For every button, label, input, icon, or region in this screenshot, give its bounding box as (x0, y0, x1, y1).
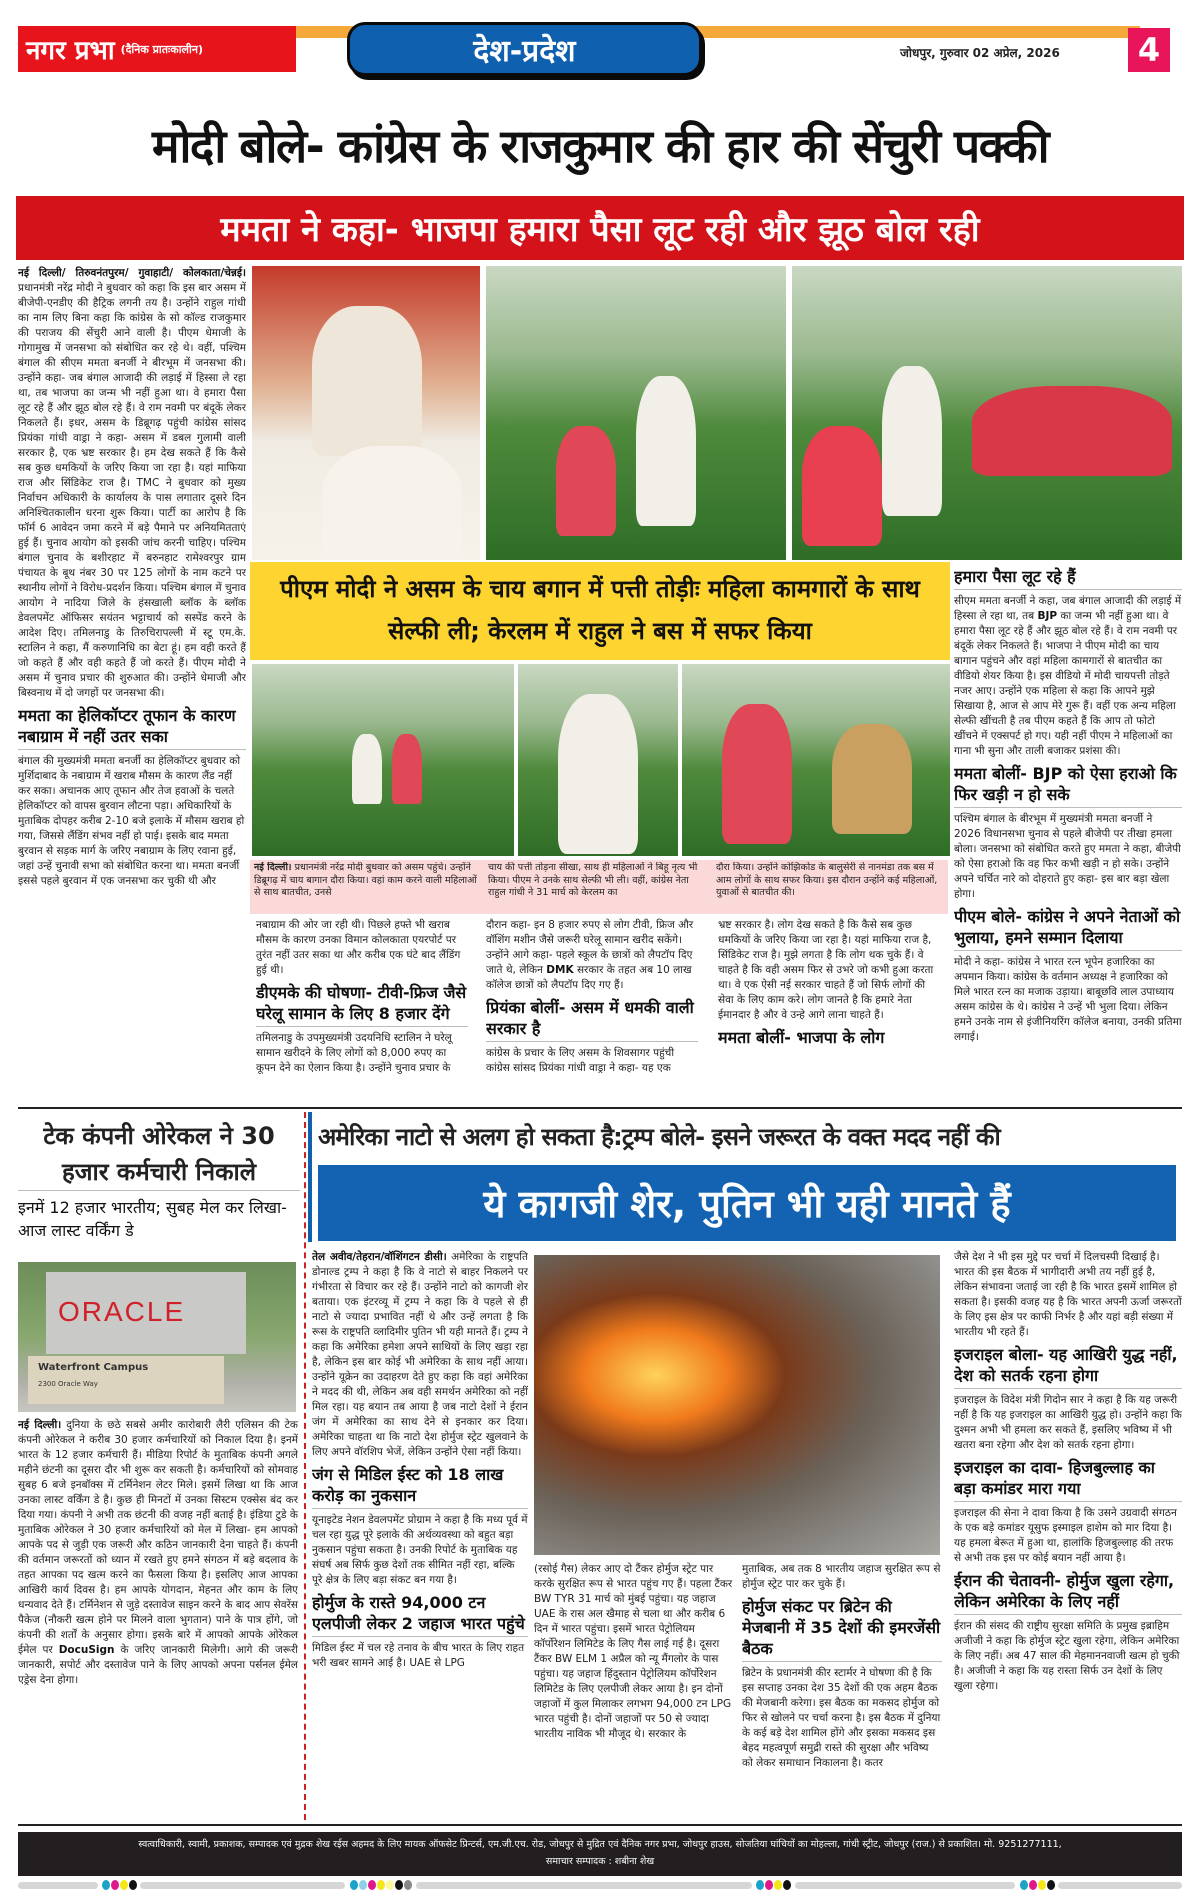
right-body-1-bold: BJP (1037, 610, 1058, 622)
lead-subheadline-band (16, 196, 1184, 260)
dmk-continued-text-2: सरकार के तहत अब 10 लाख कॉलेज छात्रों को लैपटॉप दिए गए हैं। (486, 964, 692, 991)
tea-garden-caption (250, 860, 948, 914)
page-number: 4 (1128, 28, 1170, 72)
priyanka-story (486, 918, 698, 1102)
tea-garden-headline-band (250, 562, 950, 660)
photo-tea-garden-1 (486, 266, 786, 560)
right-heading-2: ममता बोलीं- BJP को ऐसा हराओ कि फिर खड़ी न हो सके (954, 763, 1182, 808)
lead-story-text: प्रधानमंत्री नरेंद्र मोदी ने बुधवार को कहा कि इस बार असम में बीजेपी-एनडीए की हैट्रिक लगनी तय है। उन्होंने राहुल गांधी का नाम लिए बिना कहा कि कांग्रेस के सो कॉल्ड राजकुमार की पराजय की सेंचुरी आने वाली है। पीएम धेमाजी के गोगामुख में जनसभा को संबोधित कर रहे थे। वहीं, पश्चिम बंगाल की सीएम ममता बनर्जी ने बीरभूम में जनसभा की। उन्होंने कहा- जब बंगाल आजादी की लड़ाई में हिस्सा ले रहा था, तब भाजपा का जन्म भी नहीं हुआ था। वे हमारा पैसा लूट रहे हैं और झूठ बोल रहे हैं। वे राम नवमी पर बंदूकें लेकर निकलते हैं। इधर, असम के डिब्रूगढ़ पहुंची कांग्रेस सांसद प्रियंका गांधी वाड्रा ने कहा- असम में डबल गुलामी वाली सरकार है, एक भ्रष्ट सरकार है। हम देख सकते हैं कि कैसे सब कुछ धमकियों के जरिए किया जा रहा है। यहां माफिया राज और सिंडिकेट राज है। TMC ने बुधवार को मुख्य निर्वाचन अधिकारी के कार्यालय के पास लगातार दूसरे दिन अनिश्चितकालीन धरना शुरू किया। पार्टी का आरोप है कि फॉर्म 6 आवेदन जमा करने में बड़े पैमाने पर अनियमितताएं हुई हैं। चुनाव आयोग को इसकी जांच करनी चाहिए। पश्चिम बंगाल चुनाव के बशीरहाट में बरुनहाट रामेश्वरपुर ग्राम पंचायत के बूथ नंबर 30 पर 125 लोगों के नाम कटने पर स्थानीय लोगों ने विरोध-प्रदर्शन किया। पश्चिम बंगाल में चुनाव आयोग ने नादिया जिले के हंसखाली ब्लॉक के ब्लॉक डेवलपमेंट ऑफिसर सयंतन भट्टाचार्य को सस्पेंड करने के आदेश दिए। तमिलनाडु के तिरुचिरापल्ली में स्टू एम.के. स्टालिन ने कहा, मैं करुणानिधि का बेटा हूं। हम वही करते हैं जो कहते हैं और वही कहते हैं जो करते हैं। पीएम मोदी ने असम में चुनाव प्रचार की शुरुआत की। उन्होंने धेमाजी और बिस्वनाथ में दो जगहों पर जनसभा की। (18, 282, 246, 699)
lead-story-dateline: नई दिल्ली/ तिरुवनंतपुरम/ गुवाहाटी/ कोलकाता/चेन्नई। (18, 267, 246, 279)
israel-body-1: इजराइल के विदेश मंत्री गिदोन सार ने कहा है कि यह जरूरी नहीं है कि यह इजराइल का आखिरी युद्ध हो। उन्होंने कहा कि दुश्मन अभी भी हमला कर सकते हैं, इसलिए भविष्य में भी खतरा बना रहेगा और देश को सतर्क रहना होगा। (954, 1394, 1182, 1451)
registration-dot (368, 1880, 376, 1890)
trump-subheadline: ये कागजी शेर, पुतिन भी यही मानते हैं (483, 1182, 1011, 1226)
oracle-dateline: नई दिल्ली। (18, 1419, 62, 1431)
britain-body: ब्रिटेन के प्रधानमंत्री कीर स्टार्मर ने घोषणा की है कि इस सप्ताह उनका देश 35 देशों की एक अहम बैठक की मेजबानी करेगा। इस बैठक का मकसद होर्मुज को फिर से खोलने पर चर्चा करना है। इस बैठक में दुनिया के कई बड़े देश शामिल होंगे और इसका मकसद इस बेहद महत्वपूर्ण समुद्री रास्ते की सुरक्षा और भविष्य को लेकर समाधान निकालना है। कतर (742, 1667, 941, 1769)
photo-oracle-sign (18, 1262, 296, 1412)
caption-col-1 (254, 862, 479, 914)
lead-story-body (18, 266, 246, 701)
trump-story (312, 1250, 528, 1820)
right-body-3: मोदी ने कहा- कांग्रेस ने भारत रत्न भूपेन हजारिका का अपमान किया। कांग्रेस के वर्तमान अध्यक्ष ने हजारिका को मिले भारत रत्न का मजाक उड़ाया। बाबूछवि लाल उपाध्याय असम कांग्रेस के थे। कांग्रेस ने उन्हें भी भुला दिया। लेकिन हमने उनके नाम से इंजीनियरिंग कॉलेज बनाया, उनकी प्रतिमा लगाई। (954, 956, 1182, 1043)
registration-bar (140, 1882, 345, 1889)
priyanka-continued: भ्रष्ट सरकार है। लोग देख सकते है कि कैसे सब कुछ धमकियों के जरिए किया जा रहा है। यहां माफिया राज है, सिंडिकेट राज है। मुझे लगता है कि लोग थक चुके हैं। वे चाहते है कि वही असम फिर से उभरे जो कभी हुआ करता था। वे एक ऐसी नई सरकार चाहते हैं जो सिर्फ लोगों की सेवा के लिए काम करे। लोग जानते है कि हमारे नेता ईमानदार है और वे उन्हे आगे लाना चाहते हैं। (718, 919, 934, 1021)
trump-body-text: अमेरिका के राष्ट्रपति डोनाल्ड ट्रम्प ने कहा है कि वे नाटो से बाहर निकलने पर गंभीरता से विचार कर रहे हैं। उन्होंने नाटो को कागजी शेर बताया। एक इंटरव्यू में ट्रम्प ने कहा कि वे पहले से ही नाटो से ज्यादा प्रभावित नहीं थे और उन्हें लगता है कि रूस के राष्ट्रपति व्लादिमीर पुतिन भी यही मानते हैं। ट्रम्प ने कहा कि अमेरिका हमेशा अपने साथियों के लिए खड़ा रहा है, लेकिन इस बार कोई भी अमेरिका के साथ नहीं आया। उन्होंने यूक्रेन का उदाहरण देते हुए कहा कि वहां अमेरिका ने मदद की थी, लेकिन अब वही समर्थन अमेरिका को नहीं मिल रहा। यह बयान तब आया है जब नाटो देशों ने ईरान जंग में अमेरिका का साथ देने से इनकार कर दिया। अमेरिका चाहता था कि नाटो देश होर्मुज स्ट्रेट खुलवाने के लिए अपने वॉरशिप भेजें, लेकिन उन्होंने ऐसा नहीं किया। (312, 1251, 528, 1458)
lead-headline: मोदी बोले- कांग्रेस के राजकुमार की हार की सेंचुरी पक्की (152, 119, 1048, 173)
registration-bar (416, 1882, 752, 1889)
footer-imprint-box (18, 1832, 1182, 1876)
helicopter-story (18, 705, 246, 889)
dmk-bold: DMK (546, 964, 574, 976)
israel-body-2: इजराइल की सेना ने दावा किया है कि उसने उग्रवादी संगठन के एक बड़े कमांडर यूसुफ इस्माइल हाशेम को मार दिया है। यह हमला बेरूत में हुआ था, हालांकि हिजबुल्लाह की तरफ से अभी तक इस पर कोई बयान नहीं आया है। (954, 1507, 1177, 1564)
priyanka-heading: प्रियंका बोलीं- असम में धमकी वाली सरकार है (486, 997, 698, 1042)
brand-name: नगर प्रभा (26, 36, 115, 66)
registration-dot (350, 1880, 358, 1890)
footer-editor: समाचार सम्पादक : शबीना शेख (545, 1856, 655, 1867)
right-heading-3: पीएम बोले- कांग्रेस ने अपने नेताओं को भुलाया, हमने सम्मान दिलाया (954, 906, 1182, 951)
registration-dot (102, 1880, 110, 1890)
right-heading-1: हमारा पैसा लूट रहे हैं (954, 566, 1182, 590)
israel-heading-2: इजराइल का दावा- हिजबुल्लाह का बड़ा कमांडर मारा गया (954, 1457, 1182, 1502)
caption-dateline: नई दिल्ली। (254, 862, 292, 873)
registration-dot (1020, 1880, 1028, 1890)
registration-dot (1029, 1880, 1037, 1890)
oracle-body-text: दुनिया के छठे सबसे अमीर कारोबारी लैरी एलिसन की टेक कंपनी ओरेकल ने करीब 30 हजार कर्मचारियों को निकाल दिया है। इनमें भारत के 12 हजार कर्मचारी हैं। मीडिया रिपोर्ट के मुताबिक कंपनी अगले महीने छंटनी का दूसरा दौर भी शुरू कर सकती है। कर्मचारियों को सोमवाह सुबह 6 बजे इनबॉक्स में टर्मिनेशन लेटर मिले। इसमें लिखा था कि आज उनका लास्ट वर्किंग डे है। कुछ ही मिनटों में उनका सिस्टम एक्सेस बंद कर दिया गया। कंपनी ने अभी तक छंटनी की वजह नहीं बताई है। इंडिया टुडे के मुताबिक ओरेकल ने 30 हजार कर्मचारियों को मेल में लिखा- हम आपको आपके पद से जुड़ी एक जरूरी और कठिन जानकारी देना चाहते हैं। कंपनी की वर्तमान जरूरतों को ध्यान में रखते हुए हमने संगठन में बड़े बदलाव के तहत आपका पद खत्म करने का फैसला किया है। इसलिए आज आपका आखिरी कार्य दिवस है। हम आपके योगदान, मेहनत और काम के लिए धन्यवाद देते हैं। टर्मिनेशन से जुड़े दस्तावेज साइन करने के बाद आप सेवरेंस पैकेज (नौकरी खत्म होने पर मिलने वाला भुगतान) पाने के पात्र होंगे, जो कंपनी की शर्तों के अनुसार होगा। इसके बारे में आपको आपके ओरेकल ईमेल पर (18, 1419, 298, 1656)
mideast-heading: जंग से मिडिल ईस्ट को 18 लाख करोड़ का नुकसान (312, 1464, 528, 1509)
section-divider (18, 1107, 1182, 1109)
oracle-plaque-sub: 2300 Oracle Way (38, 1380, 98, 1388)
registration-dot (1038, 1880, 1046, 1890)
photo-tea-garden-walk (252, 664, 514, 856)
dmk-heading: डीएमके की घोषणा- टीवी-फ्रिज जैसे घरेलू सामान के लिए 8 हजार देंगे (256, 982, 468, 1027)
footer-imprint: स्वत्वाधिकारी, स्वामी, प्रकाशक, सम्पादक एवं मुद्रक शेख रईस अहमद के लिए मायक ऑफसेट प्रिन्टर्स, एम.जी.एच. रोड, जोधपुर से मुद्रित एवं दैनिक नगर प्रभा, जोधपुर हाउस, सोजतिया घांचियों का मोहल्ला, गांधी स्ट्रीट, जोधपुर (राज.) से प्रकाशित। मो. 9251277111, (138, 1839, 1062, 1850)
photo-modi-rally (252, 266, 480, 560)
brand-subtitle: (दैनिक प्रातःकालीन) (120, 42, 203, 56)
oracle-body-text-2: के जरिए जानकारी मिलेगी। आगे की जरूरी जानकारी, सपोर्ट और दस्तावेज पाने के लिए आपको अपना पर्सनल ईमेल एड्रेस देना होगा। (18, 1644, 298, 1686)
right-body-1-text-2: का जन्म भी नहीं हुआ था। वे हमारा पैसा लूट रहे हैं और झूठ बोल रहे हैं। वे राम नवमी पर बंदूकें लेकर निकलते हैं। भाजपा ने पीएम मोदी का चाय बागान पहुंचने और वहां महिला कामगारों से बातचीत का वीडियो शेयर किया है। इस वीडियो में मोदी चायपत्ती तोड़ते नजर आए। उन्होंने एक महिला से कहा कि आपने मुझे सिखाया है, आज से आप मेरे गुरू हैं। वहीं एक अन्य महिला सेल्फी खींचती है तब पीएम कहते हैं कि आप तो फोटो खींचने में एक्सपर्ट हो गए। यही नहीं पीएम ने महिलाओं का गाना भी सुना और ताली बजाकर प्रशंसा की। (954, 610, 1178, 757)
registration-dot (377, 1880, 385, 1890)
oracle-headline: टेक कंपनी ओरेकल ने 30 हजार कर्मचारी निकाले (18, 1118, 300, 1191)
photo-tea-garden-selfie (792, 266, 1182, 560)
registration-dot (756, 1880, 764, 1890)
iran-body: ईरान की संसद की राष्ट्रीय सुरक्षा समिति के प्रमुख इब्राहिम अजीजी ने कहा कि होर्मुज स्ट्रेट खुला रहेगा, लेकिन अमेरिका के लिए नहीं। अब 47 साल की मेहमाननवाजी खत्म हो चुकी है। अजीजी ने कहा कि यह रास्ता सिर्फ उन देशों के लिए खुला रहेगा। (954, 1620, 1180, 1692)
lpg-heading: होर्मुज के रास्ते 94,000 टन एलपीजी लेकर 2 जहाज भारत पहुंचे (312, 1592, 528, 1637)
registration-dot (120, 1880, 128, 1890)
trump-headline: अमेरिका नाटो से अलग हो सकता है:ट्रम्प बोले- इसने जरूरत के वक्त मदद नहीं की (318, 1123, 1000, 1151)
photo-explosion (534, 1255, 940, 1555)
registration-dot (129, 1880, 137, 1890)
registration-bar (795, 1882, 1015, 1889)
mideast-body: यूनाइटेड नेशन डेवलपमेंट प्रोग्राम ने कहा है कि मध्य पूर्व में चल रहा युद्ध पूरे इलाके की अर्थव्यवस्था को बहुत बड़ा नुकसान पहुंचा सकता है। उनकी रिपोर्ट के मुताबिक यह संघर्ष अब सिर्फ कुछ देशों तक सीमित नहीं रहा, बल्कि पूरे क्षेत्र के लिए बड़ा संकट बन गया है। (312, 1514, 528, 1586)
caption-col-2: चाय की पत्ती तोड़ना सीखा, साथ ही महिलाओं ने बिहू नृत्य भी किया। पीएम ने उनके साथ सेल्फी भी ली। वहीं, कांग्रेस नेता राहुल गांधी ने 31 मार्च को केरलम का (488, 862, 698, 898)
oracle-sign-logo: ORACLE (58, 1296, 186, 1327)
newspaper-logo (18, 26, 296, 72)
dmk-body: तमिलनाडु के उपमुख्यमंत्री उदयनिधि स्टालिन ने घरेलू सामान खरीदने के लिए लोगों को 8,000 रुपए का कूपन देने का ऐलान किया है। उन्होंने चुनाव प्रचार के (256, 1032, 452, 1074)
lpg-continued-2: मुताबिक, अब तक 8 भारतीय जहाज सुरक्षित रूप से होर्मुज स्ट्रेट पार कर चुके हैं। (742, 1563, 941, 1590)
footer-divider (18, 1824, 1182, 1826)
iran-heading: ईरान की चेतावनी- होर्मुज खुला रहेगा, लेकिन अमेरिका के लिए नहीं (954, 1570, 1182, 1615)
oracle-subheadline: इनमें 12 हजार भारतीय; सुबह मेल कर लिखा- आज लास्ट वर्किंग डे (18, 1198, 287, 1240)
section-label: देश-प्रदेश (347, 22, 702, 76)
registration-dot (774, 1880, 782, 1890)
masthead (0, 0, 1200, 80)
right-body-1-text: सीएम ममता बनर्जी ने कहा, जब बंगाल आजादी की लड़ाई में हिस्सा ले रहा था, तब (954, 595, 1182, 622)
registration-dot (386, 1880, 394, 1890)
helicopter-heading: ममता का हेलिकॉप्टर तूफान के कारण नबाग्राम में नहीं उतर सका (18, 705, 246, 750)
britain-heading: होर्मुज संकट पर ब्रिटेन की मेजबानी में 35 देशों की इमरजेंसी बैठक (742, 1596, 942, 1662)
oracle-body (18, 1418, 298, 1818)
caption-text-1: प्रधानमंत्री नरेंद्र मोदी बुधवार को असम पहुंचे। उन्होंने डिब्रूगढ़ में चाय बागान दौरा किया। वहां काम करने वाली महिलाओं से साथ बातचीत, उनसे (254, 862, 477, 898)
registration-dot (359, 1880, 367, 1890)
column-divider (304, 1112, 306, 1820)
tea-garden-headline: पीएम मोदी ने असम के चाय बगान में पत्ती तोड़ीः महिला कामगारों के साथ सेल्फी ली; केरलम में राहुल ने बस में सफर किया (280, 575, 920, 645)
right-column (954, 562, 1182, 1102)
registration-dot (111, 1880, 119, 1890)
priyanka-continued-col (718, 918, 944, 1102)
dmk-continued (486, 918, 698, 993)
helicopter-body: बंगाल की मुख्यमंत्री ममता बनर्जी का हेलिकॉप्टर बुधवार को मुर्शिदाबाद के नबाग्राम में खराब मौसम के कारण लैंड नहीं कर सका। अचानक आए तूफान और तेज हवाओं के चलते हेलिकॉप्टर को वापस बुरवान लौटना पड़ा। अधिकारियों के मुताबिक दोपहर करीब 2-10 बजे इलाके में मौसम खराब हो गया, जिससे लैंडिंग संभव नहीं हो पाई। इसके बाद ममता बुरवान से सड़क मार्ग के जरिए नबाग्राम के लिए रवाना हुई, जहां उन्हें चुनावी सभा को संबोधित करना था। ममता बनर्जी इससे पहले बुरवान में एक जनसभा कर चुकी थी और (18, 755, 245, 887)
trump-accent-bar (308, 1112, 312, 1242)
left-column (18, 266, 246, 1102)
mamata-bjp-heading: ममता बोलीं- भाजपा के लोग (718, 1028, 885, 1047)
issue-dateline: जोधपुर, गुरुवार 02 अप्रेल, 2026 (900, 46, 1060, 60)
right-body-2: पश्चिम बंगाल के बीरभूम में मुख्यमंत्री ममता बनर्जी ने 2026 विधानसभा चुनाव से पहले बीजेपी पर तीखा हमला बोला। जनसभा को संबोधित करते हुए ममता ने कहा, बीजेपी को ऐसा हराओ कि वह फिर कभी खड़ी न हो सके। उन्होंने अपने चर्चित नारे को दोहराते हुए कहा- इस बार बड़ा खेला होगा। (954, 813, 1181, 900)
registration-dot (395, 1880, 403, 1890)
photo-tea-workers (682, 664, 950, 856)
caption-col-3: दौरा किया। उन्होंने कोझिकोड के बालुसेरी से नानमंडा तक बस में आम लोगों के साथ सफर किया। इस दौरान उन्होंने कई महिलाओं, युवाओं से बातचीत की। (716, 862, 938, 898)
registration-bar (1058, 1882, 1182, 1889)
israel-heading-1: इजराइल बोला- यह आखिरी युद्ध नहीं, देश को सतर्क रहना होगा (954, 1344, 1182, 1389)
britain-story (742, 1562, 942, 1820)
photo-tea-plucking (518, 664, 678, 856)
registration-dot (404, 1880, 412, 1890)
dmk-continued-text: दौरान कहा- इन 8 हजार रुपए से लोग टीवी, फ्रिज और वॉशिंग मशीन जैसे जरूरी घरेलू सामान खरीद सकेंगे। उन्होंने आगे कहा- पहले स्कूल के छात्रों को लैपटॉप दिए जाते थे, लेकिन (486, 919, 694, 976)
registration-dot (1047, 1880, 1055, 1890)
registration-dot (765, 1880, 773, 1890)
registration-bar (18, 1882, 98, 1889)
right-lower-column (954, 1250, 1182, 1820)
britain-continued: जैसे देश ने भी इस मुद्दे पर चर्चा में दिलचस्पी दिखाई है। भारत की इस बैठक में भागीदारी अभी तय नहीं हुई है, लेकिन संभावना जताई जा रही है कि भारत इसमें शामिल हो सकता है। इसकी वजह यह है कि भारत अपनी ऊर्जा जरूरतों के लिए इस क्षेत्र पर काफी निर्भर है और यहां बड़ी संख्या में भारतीय भी रहते हैं। (954, 1251, 1182, 1338)
helicopter-continued: नबाग्राम की ओर जा रही थी। पिछले हफ्ते भी खराब मौसम के कारण उनका विमान कोलकाता एयरपोर्ट पर तुरंत नहीं उतर सका था और करीब एक घंटे बाद लैंडिंग हुई थी। (256, 919, 461, 976)
oracle-docusign: DocuSign (58, 1644, 115, 1656)
lpg-body: मिडिल ईस्ट में चल रहे तनाव के बीच भारत के लिए राहत भरी खबर सामने आई है। UAE से LPG (312, 1642, 525, 1669)
priyanka-body: कांग्रेस के प्रचार के लिए असम के शिवसागर पहुंची कांग्रेस सांसद प्रियंका गांधी वाड्रा ने कहा- यह एक (486, 1047, 675, 1074)
registration-dot (783, 1880, 791, 1890)
trump-body (312, 1250, 528, 1460)
lpg-continued: (रसोई गैस) लेकर आए दो टैंकर होर्मुज स्ट्रेट पार करके सुरक्षित रूप से भारत पहुंच गए हैं। पहला टैंकर BW TYR 31 मार्च को मुंबई पहुंचा। यह जहाज UAE के रास अल खैमाह से चला था और करीब 6 दिन में भारत पहुंचा। इसमें भारत पेट्रोलियम कॉर्पोरेशन लिमिटेड के लिए गैस लाई गई है। दूसरा टैंकर BW ELM 1 अप्रैल को न्यू मैंगलोर के पास पहुंचा। यह जहाज हिंदुस्तान पेट्रोलियम कॉर्पोरेशन लिमिटेड के लिए एलपीजी लेकर आया है। इन दोनों जहाजों में कुल मिलाकर लगभग 94,000 टन LPG भारत पहुंची है। दोनों जहाजों पर 50 से ज्यादा भारतीय नाविक भी मौजूद थे। सरकार के (534, 1563, 733, 1740)
right-body-1 (954, 594, 1182, 759)
oracle-plaque: Waterfront Campus (38, 1362, 149, 1373)
trump-subheadline-band (318, 1165, 1176, 1241)
trump-dateline: तेल अवीव/तेहरान/वॉशिंगटन डीसी। (312, 1251, 447, 1263)
dmk-story (256, 918, 468, 1102)
lead-subheadline: ममता ने कहा- भाजपा हमारा पैसा लूट रही और झूठ बोल रही (220, 210, 980, 250)
